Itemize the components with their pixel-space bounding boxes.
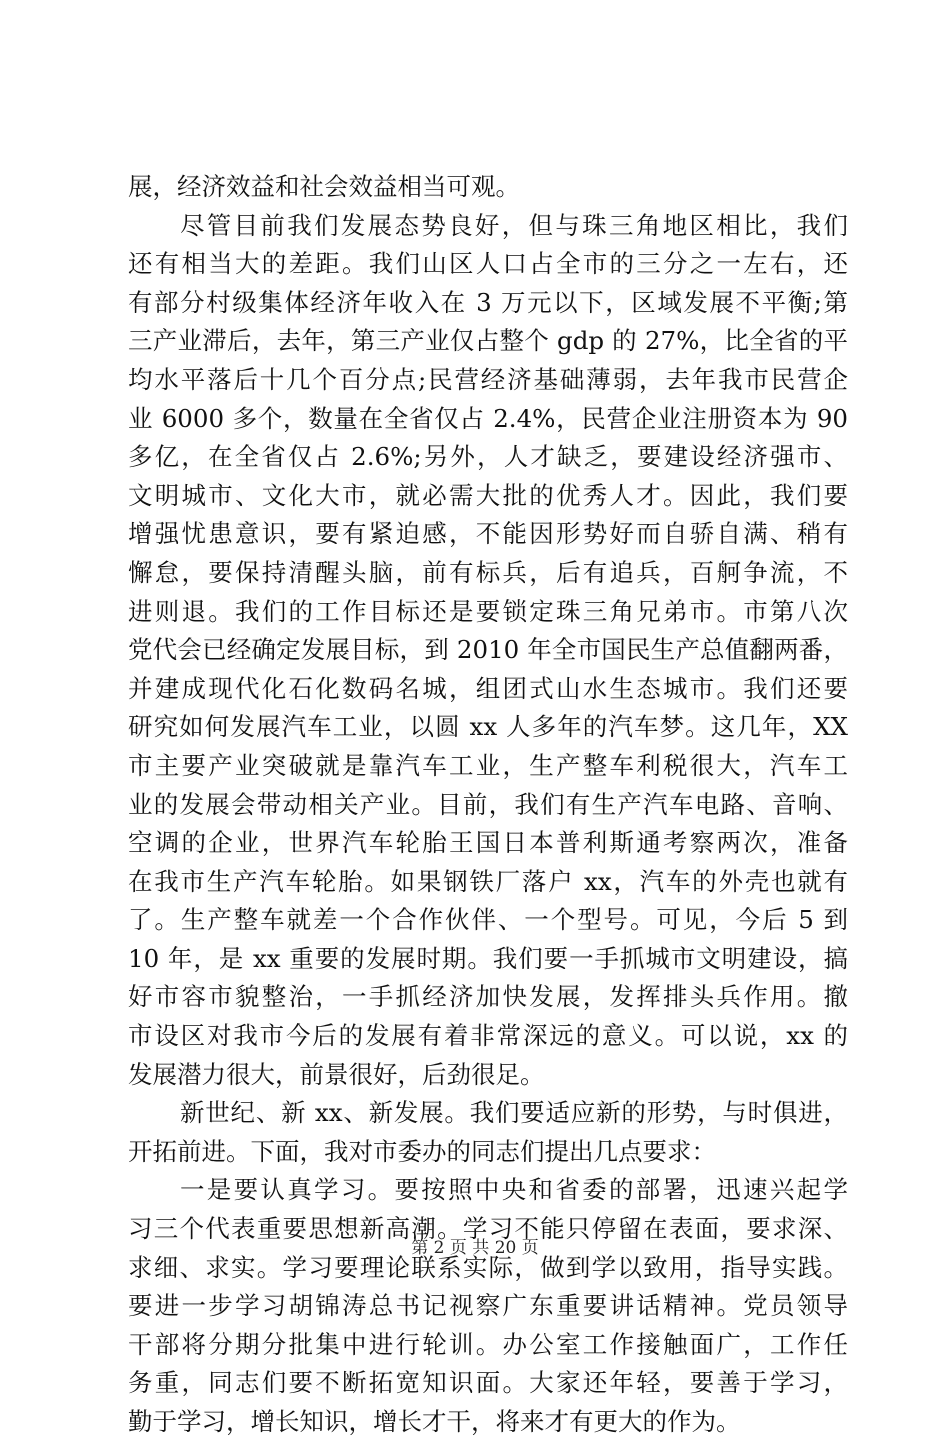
text-line: 开拓前进。下面，我对市委办的同志们提出几点要求：: [128, 1136, 716, 1166]
text-line: 有部分村级集体经济年收入在 3 万元以下，区域发展不平衡;第: [128, 287, 848, 317]
text-line: 空调的企业，世界汽车轮胎王国日本普利斯通考察两次，准备: [128, 828, 848, 858]
text-line: 进则退。我们的工作目标还是要锁定珠三角兄弟市。市第八次: [128, 596, 848, 626]
page-number-footer: 第 2 页 共 20 页: [411, 1238, 539, 1258]
text-line: 了。生产整车就差一个合作伙伴、一个型号。可见，今后 5 到: [128, 905, 848, 935]
text-line: 10 年，是 xx 重要的发展时期。我们要一手抓城市文明建设，搞: [128, 943, 848, 973]
text-line: 发展潜力很大，前景很好，后劲很足。: [128, 1059, 545, 1089]
text-line: 还有相当大的差距。我们山区人口占全市的三分之一左右，还: [128, 249, 848, 279]
text-line: 好市容市貌整治，一手抓经济加快发展，发挥排头兵作用。撤: [128, 982, 848, 1012]
text-line: 求细、求实。学习要理论联系实际，做到学以致用，指导实践。: [128, 1252, 848, 1282]
text-line: 均水平落后十几个百分点;民营经济基础薄弱，去年我市民营企: [128, 364, 848, 394]
text-line: 三产业滞后，去年，第三产业仅占整个 gdp 的 27%，比全省的平: [128, 326, 848, 356]
text-line: 并建成现代化石化数码名城，组团式山水生态城市。我们还要: [128, 673, 848, 703]
text-line: 党代会已经确定发展目标，到 2010 年全市国民生产总值翻两番，: [128, 635, 848, 665]
text-line: 市主要产业突破就是靠汽车工业，生产整车利税很大，汽车工: [128, 750, 848, 780]
text-line: 多亿，在全省仅占 2.6%;另外，人才缺乏，要建设经济强市、: [128, 442, 848, 472]
text-line: 习三个代表重要思想新高潮。学习不能只停留在表面，要求深、: [128, 1214, 848, 1244]
text-line: 市设区对我市今后的发展有着非常深远的意义。可以说，xx 的: [128, 1021, 848, 1051]
text-line: 研究如何发展汽车工业，以圆 xx 人多年的汽车梦。这几年，XX: [128, 712, 848, 742]
text-line: 展，经济效益和社会效益相当可观。: [128, 172, 520, 201]
text-line: 业 6000 多个，数量在全省仅占 2.4%，民营企业注册资本为 90: [128, 403, 848, 433]
text-line: 勤于学习，增长知识，增长才干，将来才有更大的作为。: [128, 1407, 741, 1436]
text-line: 懈怠，要保持清醒头脑，前有标兵，后有追兵，百舸争流，不: [128, 557, 848, 587]
text-line: 一是要认真学习。要按照中央和省委的部署，迅速兴起学: [180, 1175, 848, 1205]
text-line: 新世纪、新 xx、新发展。我们要适应新的形势，与时俱进，: [180, 1098, 848, 1128]
text-line: 务重，同志们要不断拓宽知识面。大家还年轻，要善于学习，: [128, 1368, 848, 1398]
text-line: 增强忧患意识，要有紧迫感，不能因形势好而自骄自满、稍有: [128, 519, 848, 549]
text-line: 要进一步学习胡锦涛总书记视察广东重要讲话精神。党员领导: [128, 1291, 848, 1321]
text-line: 文明城市、文化大市，就必需大批的优秀人才。因此，我们要: [128, 480, 848, 510]
text-line: 干部将分期分批集中进行轮训。办公室工作接触面广，工作任: [128, 1329, 848, 1359]
text-line: 业的发展会带动相关产业。目前，我们有生产汽车电路、音响、: [128, 789, 848, 819]
text-line: 尽管目前我们发展态势良好，但与珠三角地区相比，我们: [180, 210, 848, 240]
text-line: 在我市生产汽车轮胎。如果钢铁厂落户 xx，汽车的外壳也就有: [128, 866, 848, 896]
